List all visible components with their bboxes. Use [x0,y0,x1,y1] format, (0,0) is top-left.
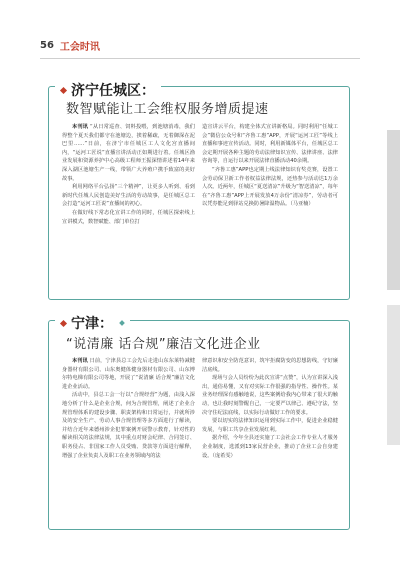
article-paragraph: 造宣讲云平台，构建全体式宣讲新格局。同时利用“任城工会”微信公众号和“齐鲁工惠”APP，开展“运河工匠”等线上直播和事迹宣传活动。同时，利用新媒体平台，任城区总工会定期开展各种主题的劳动法律知识宣传、法律讲座、法律咨询等，自运行以来开展法律直播活动40余期。 [202,124,338,165]
diamond-bullet-icon [60,319,67,326]
article-paragraph: “齐鲁工惠”APP也定期上线法律知识有奖竞赛，设置工会劳动保卫新工作者权益法律法规，还热参与活动达1万余人次。近两年，任城区“夏送清凉”升级为“智送清凉”，每年在“齐鲁工惠”APP上开展发放4万余份“清凉券”，劳动者可以凭券能足到驿站兑换防暑降温物品。（马亚楠） [202,166,338,208]
article-column-left [62,123,195,226]
article-paragraph: 本刊讯 日前，宁津县总工会先后走进山东东莱特减健身器材有限公司、山东奥健体健身器材有限公司、山东博尔特电梯有限公司等地，开展了“说清廉 话合规”廉洁文化进企业活动。 [62,358,195,390]
article-column-right [202,123,338,209]
diamond-accent-icon [119,320,125,326]
page-edge-tab-lower [387,305,400,445]
article-location: 济宁任城区： [71,83,155,99]
article-column-left [62,357,195,460]
article-paragraph: 要以切实的法律知识运用到实际工作中，促进企业稳健发展，与职工共享企业发展红利。 [202,418,338,433]
page-number: 56 [40,39,54,51]
page-edge-tab [387,130,400,290]
article-paragraph: 活动中，县总工会一行以“合规经营”为题，由浅入深地分析了什么是企业合规，何为合规管理，阐述了企业合规管理体系的建设步骤、职责架构和日常运行，并就所涉及的安全生产、劳动人事合规管理等多方面进行了解读，并结合近年来德州涉企犯罪案例开展警示教育，针对性的解读相关的法律法规，其中重点对财会纪律、合同签订、职务侵占、非国家工作人员受贿、贷款等方面进行解释，增强了企业负责人及职工在业务领域内的法 [62,392,195,459]
article-location: 宁津： [71,316,113,332]
article-paragraph: 现场与会人员纷纷为此次宣讲“点赞”，认为宣讲深入浅出，通俗易懂，又有对实际工作很强的指导性、操作性。某业务经理深有感触地说，这些案例给我内心带来了很大的触动，也让我时刻警醒自己，一定要严以律己、遵纪守法，坚决守住纪法底线，以实际行动做好工作的要求。 [202,375,338,416]
article-location-tab [55,313,130,333]
diamond-bullet-icon [60,86,67,93]
article-paragraph: 据介绍，今年全县还实施了工会社会工作专业人才服务企业制度，选派到13家民营企业，推动了企业工会自身建设。（庞希雯） [202,435,338,459]
article-paragraph: 律意识和安全防范意识，筑牢拒腐防变的思想防线，守好廉洁底线。 [202,358,338,373]
article-byline: 本刊讯 [72,358,88,364]
article-location-tab [55,80,161,100]
article-column-right [202,357,338,460]
header-divider [40,58,360,59]
article-paragraph: 本刊讯 “从日常巡查、饲料投喂，到池塘消毒，我们得整个夏天我们都守在池塘边，挨着稀疏，无着御深在泥巴里……”日前，在济宁市任城区工人文化宫直播间内，“运河工匠说”直播宣讲活动正如期进行着。任城区渔业发展和资源养护中心高级工程师王振深情讲述着14年来深入湖区池塘生产一线，带领广大养殖户携手致富的美好故事。 [62,124,195,182]
article-paragraph: 利用网络平台弘扬“三个精神”，让更多人听到、看到新时代任城人民创造美好生活的劳动故事，是任城区总工会打造“运河工匠说”直播间的初心。 [62,184,195,208]
page-header [40,38,100,52]
article-paragraph: 在做好线下常态化宣讲工作的同时，任城区探索线上宣讲模式，数智赋能、部门单位打 [62,209,195,225]
article-headline: 数智赋能让工会维权服务增质提速 [66,102,269,117]
article-byline: 本刊讯 [72,124,89,130]
article-headline: “说清廉 话合规”廉洁文化进企业 [66,337,261,352]
section-name: 工会时讯 [59,41,100,53]
